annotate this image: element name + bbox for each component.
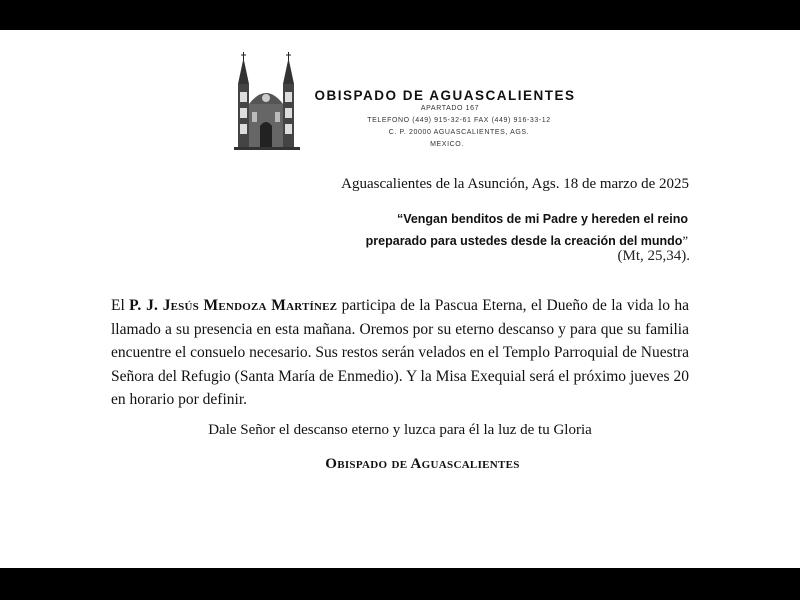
letterhead <box>232 52 577 160</box>
document-date: Aguascalientes de la Asunción, Ags. 18 de marzo de 2025 <box>341 176 689 192</box>
letterhead-phone: TELEFONO (449) 915-32-61 FAX (449) 916-33-12 <box>367 117 551 124</box>
document-page <box>0 30 800 568</box>
closing-prayer: Dale Señor el descanso eterno y luzca para él la luz de tu Gloria <box>208 422 592 438</box>
announcement-body <box>111 294 689 412</box>
quote-line-1: “Vengan benditos de mi Padre y hereden el reino <box>396 212 688 226</box>
letterhead-text <box>310 88 580 151</box>
deceased-name: P. J. Jesús Mendoza Martínez <box>129 297 338 314</box>
cathedral-icon <box>232 52 302 152</box>
letterhead-title: OBISPADO DE AGUASCALIENTES <box>314 88 576 103</box>
body-prefix: El <box>111 297 130 314</box>
letterhead-apartado: APARTADO 167 <box>420 105 480 112</box>
signature: Obispado de Aguascalientes <box>325 456 520 472</box>
scripture-quote <box>366 208 688 252</box>
letterhead-postal: C. P. 20000 AGUASCALIENTES, AGS. <box>388 129 530 136</box>
scripture-citation: (Mt, 25,34). <box>617 248 690 264</box>
quote-close-mark: ” <box>682 234 688 248</box>
quote-line-2-text: preparado para ustedes desde la creación del mundo <box>365 234 683 248</box>
letterhead-country: MEXICO. <box>430 141 464 148</box>
body-text: participa de la Pascua Eterna, el Dueño de la vida lo ha llamado a su presencia en esta mañana. Oremos por su eterno descanso y para que su familia encuentre el consuelo necesario. Sus restos serán velados en el Templo Parroquial de Nuestra Señora del Refugio (Santa María de Enmedio). Y la Misa Exequial será el próximo jueves 20 en horario por definir. <box>111 297 689 408</box>
